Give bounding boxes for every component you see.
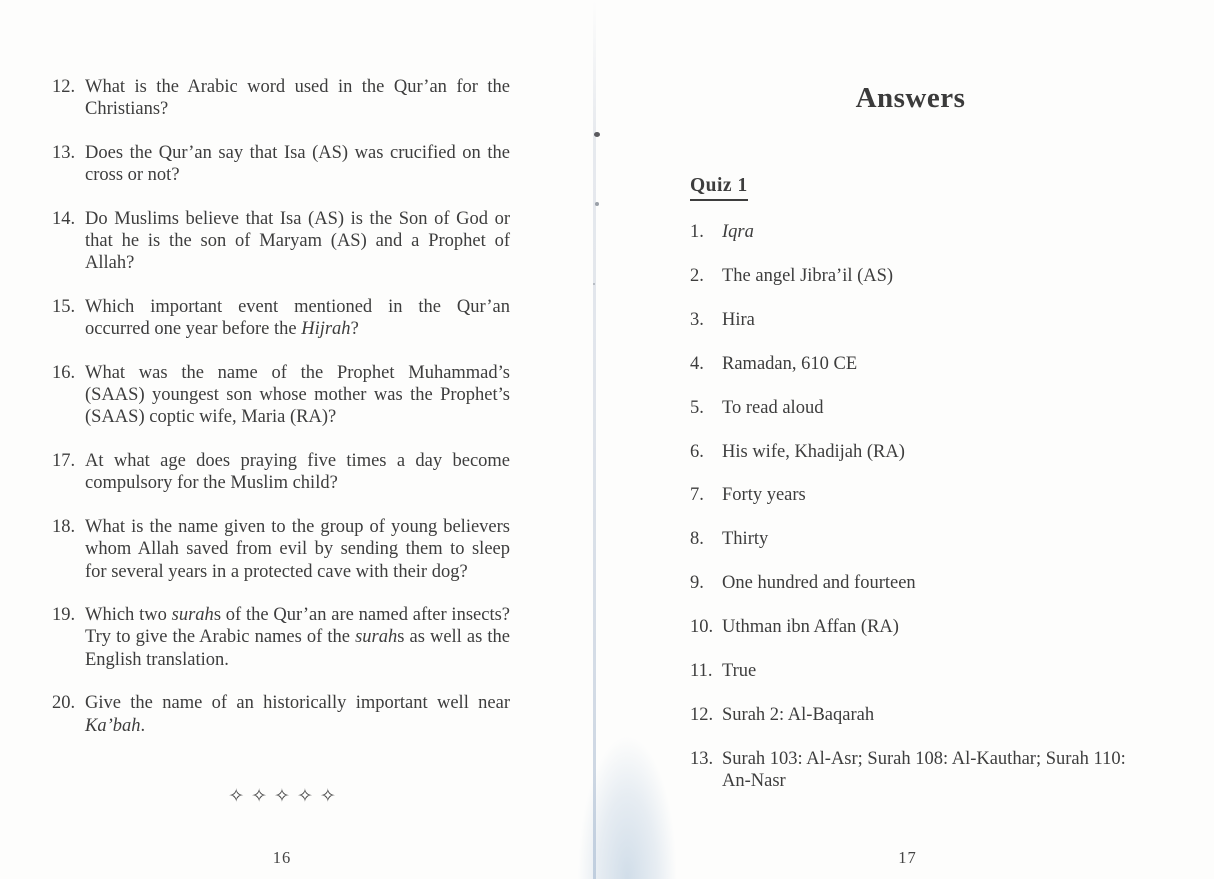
item-text: Do Muslims believe that Isa (AS) is the Son of God or that he is the son of Maryam (AS) and a Prophet of Allah? <box>85 208 510 274</box>
question-item <box>52 362 512 429</box>
item-text: What is the Arabic word used in the Qur’an for the Christians? <box>85 77 510 120</box>
item-text: True <box>722 661 757 682</box>
item-number: 20. <box>52 693 76 714</box>
item-text: His wife, Khadijah (RA) <box>722 441 905 462</box>
page-number-right: 17 <box>898 848 917 867</box>
item-text: To read aloud <box>722 397 824 418</box>
answer-item <box>690 353 1150 375</box>
answer-list <box>690 221 1150 814</box>
item-number: 8. <box>690 529 704 550</box>
answer-item <box>690 309 1150 331</box>
item-text: Which two surahs of the Qur’an are named after insects? Try to give the Arabic names of the surahs as well as the English translation. <box>85 604 510 670</box>
page-number-left: 16 <box>272 848 292 867</box>
item-text: Hira <box>722 309 755 330</box>
item-number: 17. <box>52 450 76 471</box>
scan-speck <box>595 202 599 206</box>
item-number: 2. <box>690 265 704 286</box>
item-text: What was the name of the Prophet Muhammad’s (SAAS) youngest son whose mother was the Prophet’s (SAAS) coptic wife, Maria (RA)? <box>85 362 510 428</box>
question-item <box>52 604 512 671</box>
item-text: Forty years <box>722 485 806 506</box>
item-number: 5. <box>690 397 704 418</box>
item-text: Surah 103: Al-Asr; Surah 108: Al-Kauthar; Surah 110: An-Nasr <box>722 748 1126 792</box>
question-item <box>52 450 512 495</box>
item-number: 13. <box>52 142 76 163</box>
diamond-divider-icon: ✧✧✧✧✧ <box>228 785 343 807</box>
answer-item <box>690 441 1150 463</box>
item-number: 11. <box>690 661 713 682</box>
item-text: At what age does praying five times a day become compulsory for the Muslim child? <box>85 450 510 494</box>
item-number: 15. <box>52 296 76 317</box>
item-number: 7. <box>690 485 704 506</box>
quiz-section-heading: Quiz 1 <box>690 175 748 201</box>
page-left <box>0 0 594 879</box>
quiz-section <box>690 175 748 201</box>
answer-item <box>690 572 1150 594</box>
answer-item <box>690 748 1150 793</box>
item-text: Thirty <box>722 529 769 550</box>
item-text: What is the name given to the group of young believers whom Allah saved from evil by sending them to sleep for several years in a protected cave with their dog? <box>85 516 510 582</box>
item-number: 16. <box>52 362 76 383</box>
answer-item <box>690 616 1150 638</box>
item-text: Iqra <box>722 222 754 242</box>
question-item <box>52 296 512 341</box>
question-item <box>52 692 512 737</box>
item-text: Does the Qur’an say that Isa (AS) was crucified on the cross or not? <box>85 142 510 186</box>
item-number: 12. <box>52 77 76 97</box>
item-number: 3. <box>690 309 704 330</box>
item-number: 14. <box>52 208 76 229</box>
answer-item <box>690 528 1150 550</box>
answer-item <box>690 660 1150 682</box>
item-number: 18. <box>52 516 76 537</box>
item-number: 10. <box>690 617 714 638</box>
item-number: 6. <box>690 441 704 462</box>
question-item <box>52 516 512 583</box>
item-number: 12. <box>690 704 714 725</box>
answer-item <box>690 397 1150 419</box>
item-text: Give the name of an historically important well near Ka’bah. <box>85 693 510 736</box>
question-item <box>52 208 512 275</box>
item-text: Uthman ibn Affan (RA) <box>722 617 899 638</box>
item-number: 1. <box>690 222 704 242</box>
item-text: Surah 2: Al-Baqarah <box>722 704 875 725</box>
item-number: 19. <box>52 604 76 625</box>
item-number: 4. <box>690 353 704 374</box>
item-text: Which important event mentioned in the Qur’an occurred one year before the Hijrah? <box>85 296 510 340</box>
item-text: Ramadan, 610 CE <box>722 353 858 374</box>
scan-speck <box>594 132 600 137</box>
question-item <box>52 76 512 121</box>
item-text: The angel Jibra’il (AS) <box>722 265 894 286</box>
item-number: 13. <box>690 748 714 769</box>
answers-title: Answers <box>855 82 966 114</box>
question-list <box>52 76 512 758</box>
item-number: 9. <box>690 573 704 594</box>
answer-item <box>690 221 1150 243</box>
answer-item <box>690 265 1150 287</box>
answer-item <box>690 704 1150 726</box>
item-text: One hundred and fourteen <box>722 573 916 594</box>
answer-item <box>690 484 1150 506</box>
question-item <box>52 142 512 187</box>
